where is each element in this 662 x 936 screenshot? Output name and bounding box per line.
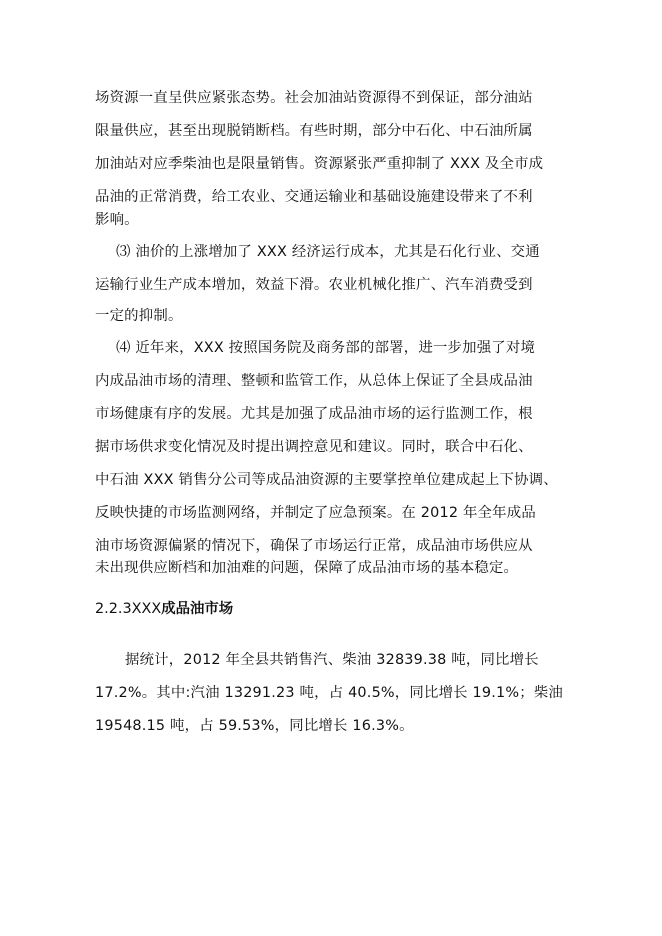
section-number: 2.2.3XXX xyxy=(95,601,162,617)
paragraph-2-line-2: 运输行业生产成本增加，效益下滑。农业机械化推广、汽车消费受到 xyxy=(95,277,533,293)
paragraph-3-line-2: 内成品油市场的清理、整顿和监管工作，从总体上保证了全县成品油 xyxy=(95,373,533,389)
paragraph-3-line-1: ⑷ 近年来，XXX 按照国务院及商务部的部署，进一步加强了对境 xyxy=(116,340,536,356)
paragraph-1-line-2: 限量供应，甚至出现脱销断档。有些时期，部分中石化、中石油所属 xyxy=(95,123,533,139)
paragraph-3-line-5: 中石油 XXX 销售分公司等成品油资源的主要掌控单位建成起上下协调、 xyxy=(95,472,558,488)
paragraph-3-line-3: 市场健康有序的发展。尤其是加强了成品油市场的运行监测工作，根 xyxy=(95,406,533,422)
paragraph-1-line-4: 品油的正常消费，给工农业、交通运输业和基础设施建设带来了不利 xyxy=(95,189,533,205)
section-heading xyxy=(95,599,233,619)
paragraph-3-line-6: 反映快捷的市场监测网络，并制定了应急预案。在 2012 年全年成品 xyxy=(95,505,536,521)
section-title: 成品油市场 xyxy=(161,601,234,617)
paragraph-4-line-2: 17.2%。其中:汽油 13291.23 吨，占 40.5%，同比增长 19.1%；柴油 xyxy=(95,685,564,701)
paragraph-1-line-1: 场资源一直呈供应紧张态势。社会加油站资源得不到保证，部分油站 xyxy=(95,90,533,106)
paragraph-3-line-7: 油市场资源偏紧的情况下，确保了市场运行正常，成品油市场供应从 xyxy=(95,538,533,554)
paragraph-4-line-1: 据统计，2012 年全县共销售汽、柴油 32839.38 吨，同比增长 xyxy=(125,652,539,668)
paragraph-1-line-3: 加油站对应季柴油也是限量销售。资源紧张严重抑制了 XXX 及全市成 xyxy=(95,156,544,172)
paragraph-2-line-3: 一定的抑制。 xyxy=(95,308,183,324)
paragraph-1-line-5: 影响。 xyxy=(95,212,139,228)
paragraph-3-line-4: 据市场供求变化情况及时提出调控意见和建议。同时，联合中石化、 xyxy=(95,439,533,455)
paragraph-2-line-1: ⑶ 油价的上涨增加了 XXX 经济运行成本，尤其是石化行业、交通 xyxy=(116,244,540,260)
paragraph-4-line-3: 19548.15 吨，占 59.53%，同比增长 16.3%。 xyxy=(95,718,414,734)
paragraph-3-line-8: 未出现供应断档和加油难的问题，保障了成品油市场的基本稳定。 xyxy=(95,560,519,576)
